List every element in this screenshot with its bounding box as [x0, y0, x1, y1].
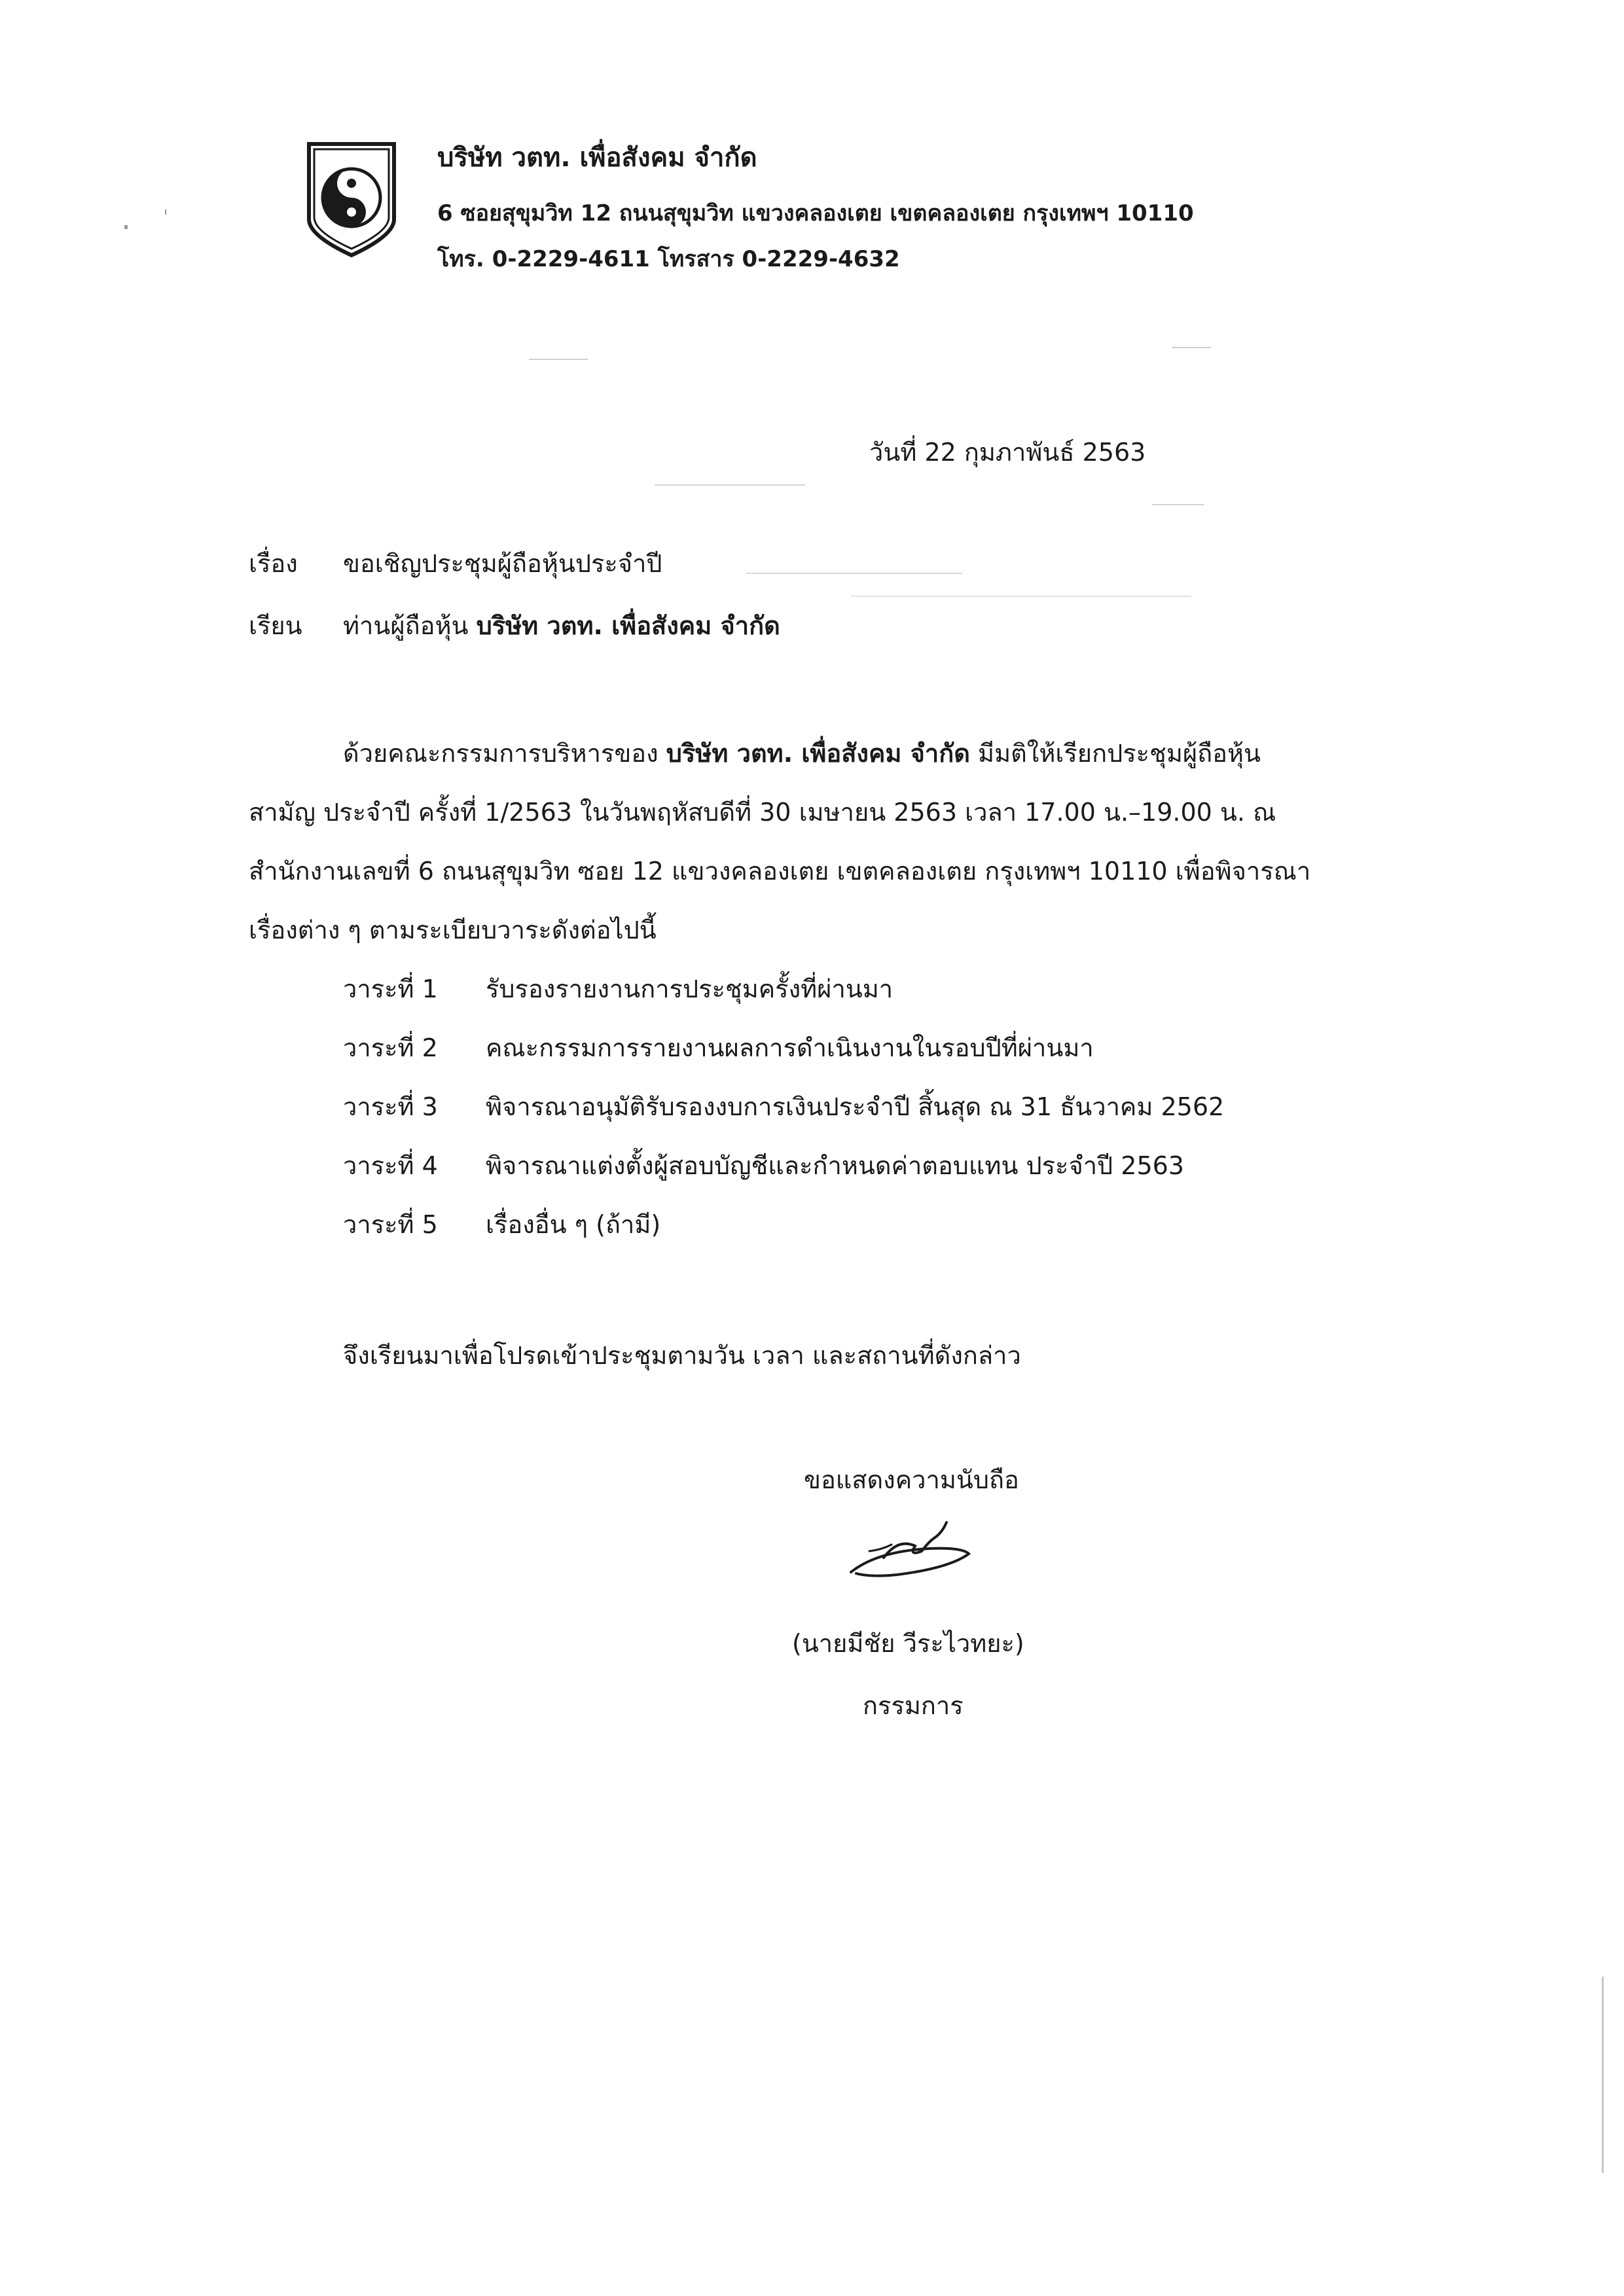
body-company: บริษัท วตท. เพื่อสังคม จำกัด: [666, 739, 970, 768]
company-name: บริษัท วตท. เพื่อสังคม จำกัด: [437, 143, 757, 173]
agenda-number: วาระที่ 5: [343, 1210, 438, 1239]
signer-position: กรรมการ: [863, 1691, 964, 1720]
company-phone-fax: โทร. 0-2229-4611 โทรสาร 0-2229-4632: [437, 246, 900, 272]
regards-text: ขอแสดงความนับถือ: [804, 1465, 1019, 1494]
scan-speck: [1152, 504, 1204, 505]
scan-speck: [655, 484, 805, 486]
company-logo-icon: [302, 137, 401, 262]
letter-date: วันที่ 22 กุมภาพันธ์ 2563: [869, 438, 1146, 467]
agenda-number: วาระที่ 4: [343, 1151, 438, 1180]
signer-name: (นายมีชัย วีระไวทยะ): [792, 1629, 1024, 1658]
body-line-4: เรื่องต่าง ๆ ตามระเบียบวาระดังต่อไปนี้: [249, 916, 657, 944]
scan-speck: [1172, 347, 1211, 348]
agenda-text: พิจารณาอนุมัติรับรองงบการเงินประจำปี สิ้นสุด ณ 31 ธันวาคม 2562: [486, 1092, 1225, 1121]
scan-speck: [124, 225, 128, 229]
closing-sentence: จึงเรียนมาเพื่อโปรดเข้าประชุมตามวัน เวลา และสถานที่ดังกล่าว: [343, 1341, 1021, 1370]
scan-edge-line: [1602, 1977, 1604, 2173]
agenda-text: พิจารณาแต่งตั้งผู้สอบบัญชีและกำหนดค่าตอบแทน ประจำปี 2563: [486, 1151, 1184, 1180]
agenda-number: วาระที่ 3: [343, 1092, 438, 1121]
body-line-2: สามัญ ประจำปี ครั้งที่ 1/2563 ในวันพฤหัสบดีที่ 30 เมษายน 2563 เวลา 17.00 น.–19.00 น. ณ: [249, 798, 1276, 827]
scan-speck: [851, 596, 1191, 597]
subject-label: เรื่อง: [249, 549, 298, 578]
recipient-text: [343, 605, 780, 645]
recipient-prefix: ท่านผู้ถือหุ้น: [343, 611, 477, 640]
subject-text: ขอเชิญประชุมผู้ถือหุ้นประจำปี: [343, 549, 662, 578]
handwritten-signature-icon: [838, 1512, 982, 1584]
recipient-company: บริษัท วตท. เพื่อสังคม จำกัด: [476, 611, 780, 640]
agenda-number: วาระที่ 2: [343, 1033, 438, 1062]
agenda-text: คณะกรรมการรายงานผลการดำเนินงานในรอบปีที่ผ่านมา: [486, 1033, 1094, 1062]
body-line-1-prefix: ด้วยคณะกรรมการบริหารของ: [343, 739, 666, 768]
body-line-3: สำนักงานเลขที่ 6 ถนนสุขุมวิท ซอย 12 แขวงคลองเตย เขตคลองเตย กรุงเทพฯ 10110 เพื่อพิจารณา: [249, 857, 1311, 886]
scan-speck: [529, 359, 588, 360]
company-address: 6 ซอยสุขุมวิท 12 ถนนสุขุมวิท แขวงคลองเตย เขตคลองเตย กรุงเทพฯ 10110: [437, 200, 1194, 226]
recipient-label: เรียน: [249, 611, 302, 640]
agenda-number: วาระที่ 1: [343, 975, 438, 1003]
agenda-text: เรื่องอื่น ๆ (ถ้ามี): [486, 1210, 661, 1239]
body-line-1: [343, 733, 1261, 773]
agenda-text: รับรองรายงานการประชุมครั้งที่ผ่านมา: [486, 975, 893, 1003]
scan-speck: [165, 209, 166, 215]
body-line-1-suffix: มีมติให้เรียกประชุมผู้ถือหุ้น: [969, 739, 1261, 768]
scan-speck: [746, 573, 962, 574]
